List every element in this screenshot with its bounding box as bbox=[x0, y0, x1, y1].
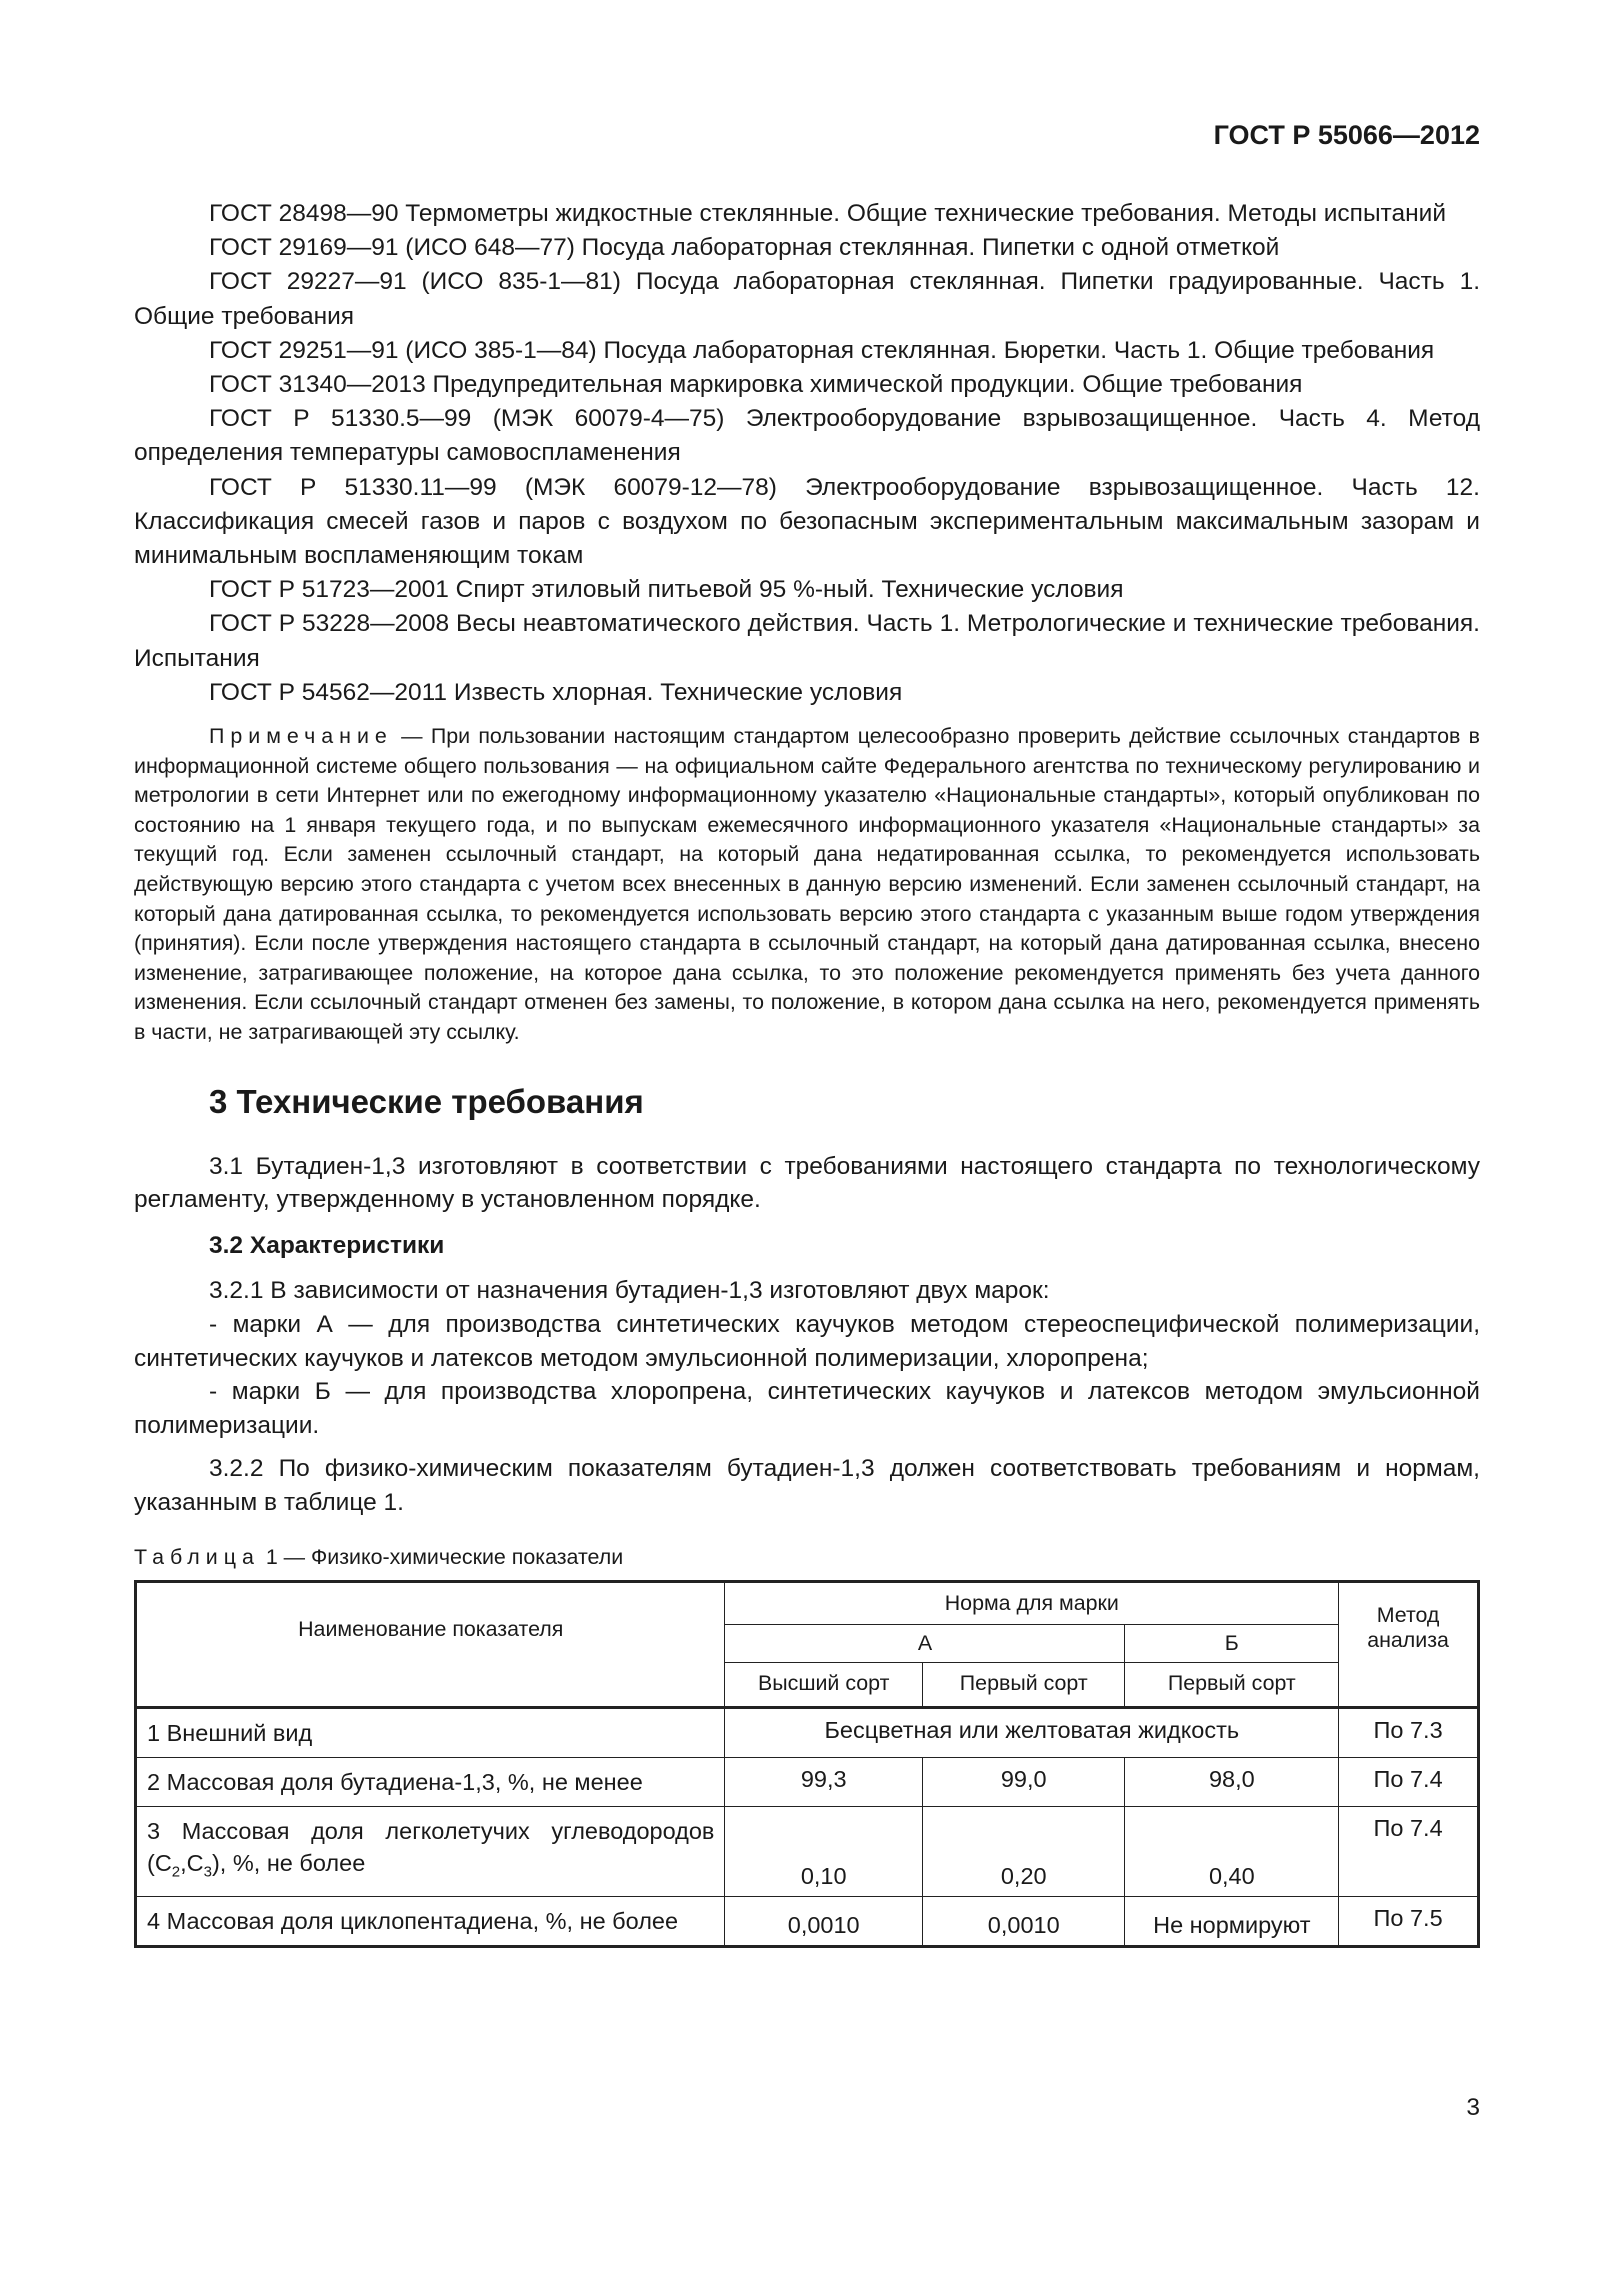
table-row bbox=[136, 1897, 1479, 1947]
header-norm: Норма для марки bbox=[725, 1581, 1339, 1624]
paragraph-3-1: 3.1 Бутадиен-1,3 изготовляют в соответствии с требованиями настоящего стандарта по технологическому регламенту, утвержденному в установленном порядке. bbox=[134, 1152, 1480, 1214]
section-body bbox=[134, 1150, 1480, 1520]
row-value-a-first: 0,0010 bbox=[922, 1897, 1125, 1947]
header-name: Наименование показателя bbox=[136, 1581, 725, 1707]
row-value-a-high: 0,0010 bbox=[725, 1897, 923, 1947]
section-title: 3 Технические требования bbox=[209, 1082, 644, 1120]
table-row bbox=[136, 1806, 1479, 1897]
table-caption-label: Таблица bbox=[134, 1544, 260, 1569]
row-name: 1 Внешний вид bbox=[136, 1707, 725, 1757]
reference-item: ГОСТ 29251—91 (ИСО 385-1—84) Посуда лабораторная стеклянная. Бюретки. Часть 1. Общие требования bbox=[209, 336, 1435, 364]
note-block bbox=[134, 722, 1480, 1048]
table-row bbox=[136, 1757, 1479, 1806]
reference-item: ГОСТ Р 53228—2008 Весы неавтоматического действия. Часть 1. Метрологические и технические требования. Испытания bbox=[134, 610, 1480, 672]
header-method: Метод анализа bbox=[1339, 1581, 1479, 1707]
row-value-a-first: 99,0 bbox=[922, 1757, 1125, 1806]
references-list bbox=[134, 197, 1480, 710]
reference-item: ГОСТ 29169—91 (ИСО 648—77) Посуда лабораторная стеклянная. Пипетки с одной отметкой bbox=[209, 234, 1280, 262]
table-caption bbox=[134, 1542, 1480, 1572]
row-method: По 7.3 bbox=[1339, 1707, 1479, 1757]
paragraph-3-2-2: 3.2.2 По физико-химическим показателям бутадиен-1,3 должен соответствовать требованиям и нормам, указанным в таблице 1. bbox=[134, 1455, 1480, 1516]
row-value-a-first: 0,20 bbox=[922, 1806, 1125, 1897]
row-method: По 7.5 bbox=[1339, 1897, 1479, 1947]
row-value-a-high: 0,10 bbox=[725, 1806, 923, 1897]
reference-item: ГОСТ 29227—91 (ИСО 835-1—81) Посуда лабораторная стеклянная. Пипетки градуированные. Часть 1. Общие требования bbox=[134, 268, 1480, 330]
row-method: По 7.4 bbox=[1339, 1806, 1479, 1897]
list-item-mark-a: - марки А — для производства синтетических каучуков методом стереоспецифической полимеризации, синтетических каучуков и латексов методом эмульсионной полимеризации, хлоропрена; bbox=[134, 1310, 1480, 1372]
row-method: По 7.4 bbox=[1339, 1757, 1479, 1806]
header-b-first: Первый сорт bbox=[1125, 1662, 1339, 1707]
table-row bbox=[136, 1707, 1479, 1757]
note-label: Примечание bbox=[209, 724, 393, 749]
row-name: 3 Массовая доля легколетучих углеводородов $(C_2,C_3)$, %, не более bbox=[136, 1806, 725, 1897]
subsection-title: 3.2 Характеристики bbox=[209, 1231, 445, 1259]
page-content bbox=[134, 197, 1480, 1948]
reference-item: ГОСТ Р 51330.5—99 (МЭК 60079-4—75) Электрооборудование взрывозащищенное. Часть 4. Метод определения температуры самовоспламенения bbox=[134, 405, 1480, 467]
header-grade-a: А bbox=[725, 1624, 1125, 1662]
reference-item: ГОСТ Р 51723—2001 Спирт этиловый питьевой 95 %-ный. Технические условия bbox=[209, 576, 1124, 604]
paragraph-3-2-1: 3.2.1 В зависимости от назначения бутадиен-1,3 изготовляют двух марок: bbox=[209, 1277, 1050, 1305]
header-a-high: Высший сорт bbox=[725, 1662, 923, 1707]
reference-item: ГОСТ Р 51330.11—99 (МЭК 60079-12—78) Электрооборудование взрывозащищенное. Часть 12. Классификация смесей газов и паров с воздухом по безопасным экспериментальным максимальным зазорам и минимальным воспламеняющим токам bbox=[134, 473, 1480, 570]
reference-item: ГОСТ 31340—2013 Предупредительная маркировка химической продукции. Общие требования bbox=[209, 371, 1303, 399]
list-item-mark-b: - марки Б — для производства хлоропрена, синтетических каучуков и латексов методом эмульсионной полимеризации. bbox=[134, 1378, 1480, 1439]
page-number: 3 bbox=[1466, 2094, 1480, 2121]
reference-item: ГОСТ 28498—90 Термометры жидкостные стеклянные. Общие технические требования. Методы испытаний bbox=[209, 200, 1447, 227]
note-text: — При пользовании настоящим стандартом целесообразно проверить действие ссылочных стандартов в информационной системе общего пользования — на официальном сайте Федерального агентства по техническому регулированию и метрологии в сети Интернет или по ежегодному информационному указателю «Национальные стандарты», который опубликован по состоянию на 1 января текущего года, и по выпускам ежемесячного информационного указателя «Национальные стандарты» за текущий год. Если заменен ссылочный стандарт, на который дана недатированная ссылка, то рекомендуется использовать действующую версию этого стандарта с учетом всех внесенных в данную версию изменений. Если заменен ссылочный стандарт, на который дана датированная ссылка, то рекомендуется использовать версию этого стандарта с указанным выше годом утверждения (принятия). Если после утверждения настоящего стандарта в ссылочный стандарт, на который дана датированная ссылка, внесено изменение, затрагивающее положение, на которое дана ссылка, то это положение рекомендуется применять без учета данного изменения. Если ссылочный стандарт отменен без замены, то положение, в котором дана ссылка на него, рекомендуется применять в части, не затрагивающей эту ссылку. bbox=[134, 724, 1480, 1044]
row-merged-value: Бесцветная или желтоватая жидкость bbox=[725, 1707, 1339, 1757]
reference-item: ГОСТ Р 54562—2011 Известь хлорная. Технические условия bbox=[209, 678, 903, 706]
row-value-b-first: 98,0 bbox=[1125, 1757, 1339, 1806]
properties-table bbox=[134, 1580, 1480, 1949]
row-name: 2 Массовая доля бутадиена-1,3, %, не менее bbox=[136, 1757, 725, 1806]
row-value-b-first: Не нормируют bbox=[1125, 1897, 1339, 1947]
row-value-b-first: 0,40 bbox=[1125, 1806, 1339, 1897]
table-caption-text: 1 — Физико-химические показатели bbox=[265, 1544, 624, 1569]
row-value-a-high: 99,3 bbox=[725, 1757, 923, 1806]
document-number: ГОСТ Р 55066—2012 bbox=[1213, 120, 1480, 150]
note-paragraph bbox=[134, 722, 1480, 1048]
header-a-first: Первый сорт bbox=[922, 1662, 1125, 1707]
row-name: 4 Массовая доля циклопентадиена, %, не более bbox=[136, 1897, 725, 1947]
header-grade-b: Б bbox=[1125, 1624, 1339, 1662]
